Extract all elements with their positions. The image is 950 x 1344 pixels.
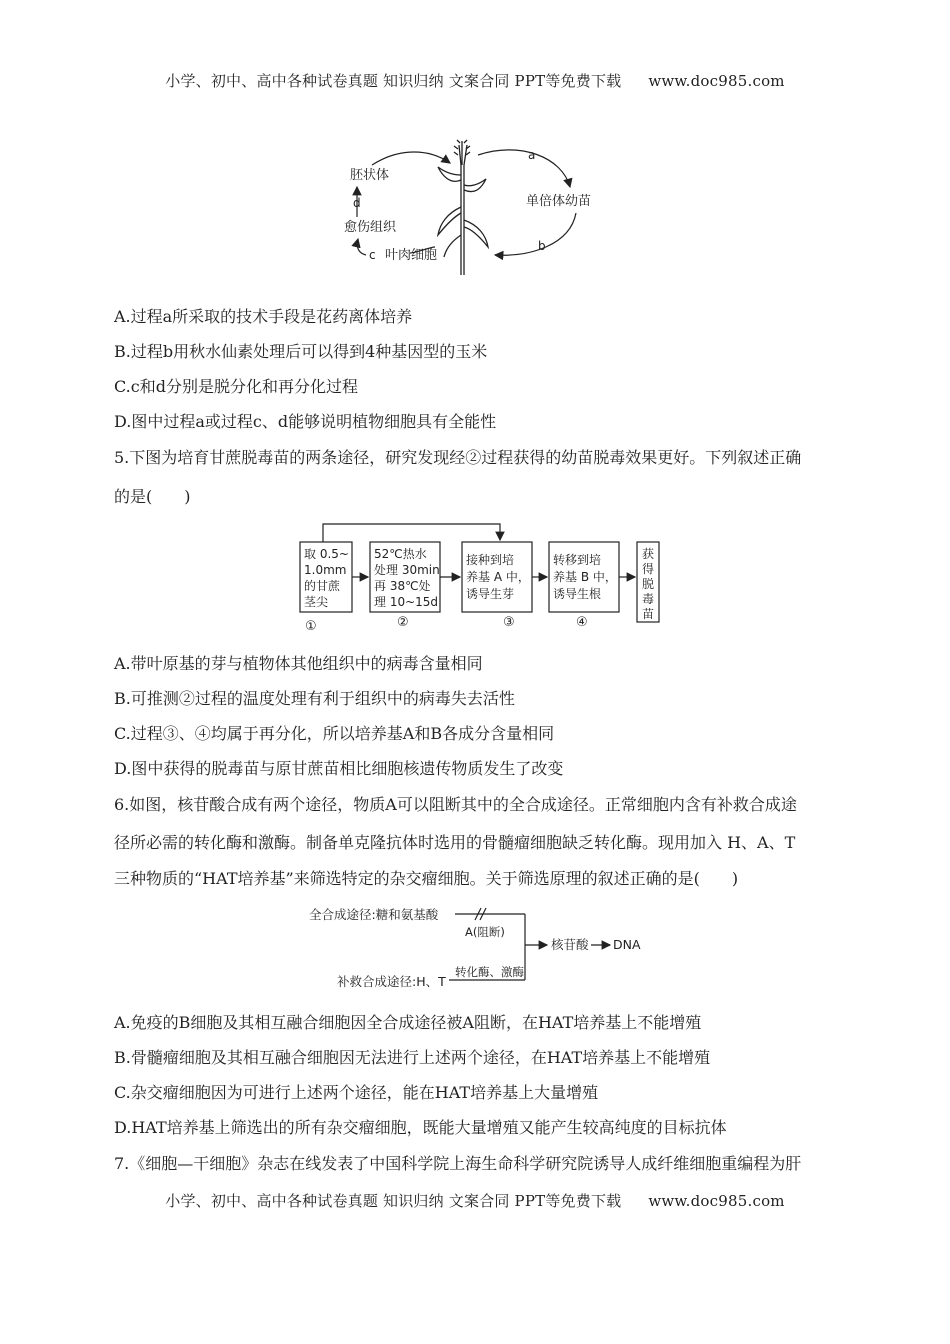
q5-stem-line1: 5.下图为培育甘蔗脱毒苗的两条途径，研究发现经②过程获得的幼苗脱毒效果更好。下列叙述正确 <box>114 448 802 467</box>
step4-number: ④ <box>576 615 588 630</box>
svg-text:获: 获 <box>642 547 655 561</box>
svg-text:养基 A 中，: 养基 A 中， <box>466 570 530 584</box>
q4-option-b: B.过程b用秋水仙素处理后可以得到4种基因型的玉米 <box>114 342 488 361</box>
q4-option-d: D.图中过程a或过程c、d能够说明植物细胞具有全能性 <box>114 412 497 431</box>
step1-text <box>304 547 349 609</box>
label-embryoid: 胚状体 <box>350 168 390 183</box>
q5-stem-line2: 的是( ) <box>114 487 191 506</box>
q6-option-d: D.HAT培养基上筛选出的所有杂交瘤细胞，既能大量增殖又能产生较高纯度的目标抗体 <box>114 1118 727 1137</box>
result-text <box>642 546 654 621</box>
step2-number: ② <box>397 615 409 630</box>
step4-text <box>553 552 617 601</box>
q5-option-b: B.可推测②过程的温度处理有利于组织中的病毒失去活性 <box>114 689 515 708</box>
svg-text:52℃热水: 52℃热水 <box>374 547 427 561</box>
footer-text: 小学、初中、高中各种试卷真题 知识归纳 文案合同 PPT等免费下载 <box>165 1192 622 1210</box>
svg-text:诱导生芽: 诱导生芽 <box>466 587 515 601</box>
label-mesophyll: 叶肉细胞 <box>385 248 438 263</box>
label-d: d <box>353 196 361 210</box>
header-text: 小学、初中、高中各种试卷真题 知识归纳 文案合同 PPT等免费下载 <box>165 72 622 90</box>
q6-stem-line3: 三种物质的“HAT培养基”来筛选特定的杂交瘤细胞。关于筛选原理的叙述正确的是( ) <box>114 869 739 888</box>
nucleotide-label: 核苷酸 <box>551 937 589 952</box>
dna-label: DNA <box>613 937 641 952</box>
svg-text:得: 得 <box>642 562 655 576</box>
q4-option-c: C.c和d分别是脱分化和再分化过程 <box>114 377 358 396</box>
header-url: www.doc985.com <box>648 72 785 90</box>
svg-text:茎尖: 茎尖 <box>304 595 329 609</box>
svg-text:诱导生根: 诱导生根 <box>553 587 602 601</box>
label-b: b <box>538 239 546 253</box>
q7-stem-line1: 7.《细胞—干细胞》杂志在线发表了中国科学院上海生命科学研究院诱导人成纤维细胞重编程为肝 <box>114 1154 802 1173</box>
label-a: a <box>528 148 536 162</box>
q5-option-c: C.过程③、④均属于再分化，所以培养基A和B各成分含量相同 <box>114 724 555 743</box>
q6-option-a: A.免疫的B细胞及其相互融合细胞因全合成途径被A阻断，在HAT培养基上不能增殖 <box>114 1013 702 1032</box>
svg-text:再 38℃处: 再 38℃处 <box>374 579 431 593</box>
svg-text:处理 30min: 处理 30min <box>374 563 440 577</box>
step3-number: ③ <box>503 615 515 630</box>
page-footer <box>0 1190 950 1211</box>
plant-culture-diagram <box>330 135 620 280</box>
label-c: c <box>369 248 376 262</box>
footer-url: www.doc985.com <box>648 1192 785 1210</box>
label-callus: 愈伤组织 <box>344 220 397 235</box>
svg-text:脱: 脱 <box>642 577 655 591</box>
step3-text <box>466 552 530 601</box>
svg-text:的甘蔗: 的甘蔗 <box>304 579 341 593</box>
enzyme-label: 转化酶、激酶 <box>455 965 524 979</box>
q5-option-a: A.带叶原基的芽与植物体其他组织中的病毒含量相同 <box>114 654 483 673</box>
step2-text <box>374 546 440 609</box>
q5-option-d: D.图中获得的脱毒苗与原甘蔗苗相比细胞核遗传物质发生了改变 <box>114 759 564 778</box>
salvage-label: 补救合成途径:H、T <box>337 974 446 989</box>
step1-number: ① <box>305 619 317 634</box>
svg-text:养基 B 中，: 养基 B 中， <box>553 570 617 584</box>
svg-text:1.0mm: 1.0mm <box>304 563 347 577</box>
svg-text:接种到培: 接种到培 <box>466 553 515 567</box>
svg-text:取 0.5~: 取 0.5~ <box>304 547 349 561</box>
q6-stem-line2: 径所必需的转化酶和激酶。制备单克隆抗体时选用的骨髓瘤细胞缺乏转化酶。现用加入 H、A、T <box>114 833 796 852</box>
block-label: A(阻断) <box>465 925 505 939</box>
svg-text:理 10~15d: 理 10~15d <box>374 595 439 609</box>
q4-option-a: A.过程a所采取的技术手段是花药离体培养 <box>114 307 413 326</box>
label-haploid: 单倍体幼苗 <box>526 194 592 209</box>
full-synthesis-label: 全合成途径:糖和氨基酸 <box>309 907 439 922</box>
svg-text:苗: 苗 <box>642 607 655 621</box>
sugarcane-flowchart <box>295 518 665 636</box>
nucleotide-pathway-diagram <box>305 900 665 992</box>
q6-option-c: C.杂交瘤细胞因为可进行上述两个途径，能在HAT培养基上大量增殖 <box>114 1083 599 1102</box>
q6-option-b: B.骨髓瘤细胞及其相互融合细胞因无法进行上述两个途径，在HAT培养基上不能增殖 <box>114 1048 711 1067</box>
page-header <box>0 70 950 91</box>
svg-text:转移到培: 转移到培 <box>553 553 602 567</box>
svg-text:毒: 毒 <box>642 592 655 606</box>
q6-stem-line1: 6.如图，核苷酸合成有两个途径，物质A可以阻断其中的全合成途径。正常细胞内含有补救合成途 <box>114 795 797 814</box>
